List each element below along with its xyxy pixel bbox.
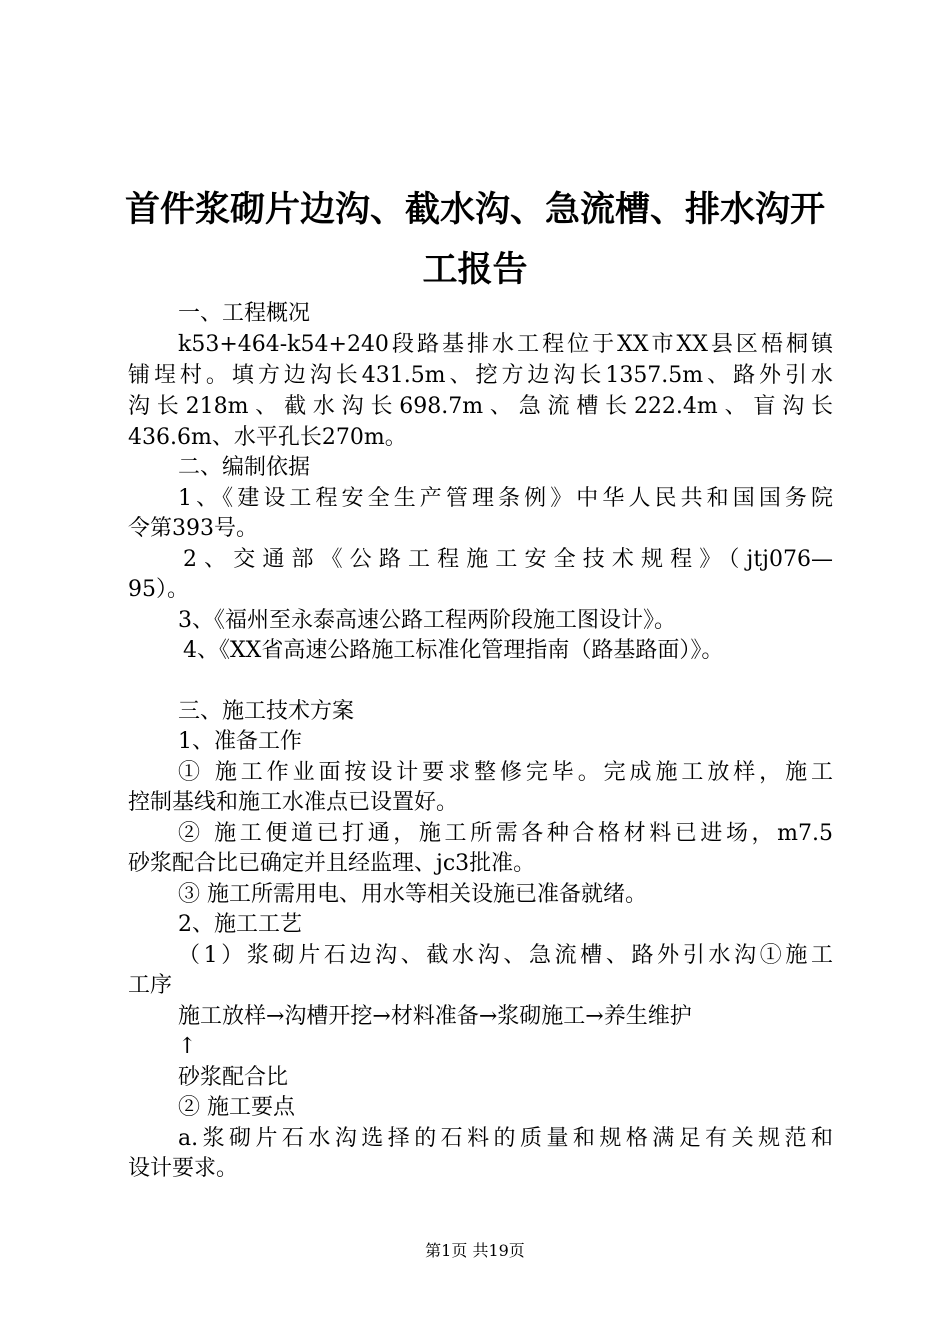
paragraph-line: 沟长218m、截水沟长698.7m、急流槽长222.4m、盲沟长 [128, 394, 833, 419]
subsection-preparation-heading: 1、准备工作 [178, 729, 302, 754]
page-footer: 第1页 共19页 [425, 1241, 525, 1260]
flow-mortar-label: 砂浆配合比 [178, 1065, 289, 1090]
key-point-a: a.浆砌片石水沟选择的石料的质量和规格满足有关规范和 [178, 1126, 833, 1151]
reference-item-4: 4、《XX省高速公路施工标准化管理指南（路基路面）》。 [183, 638, 724, 663]
reference-item-1: 1、《建设工程安全生产管理条例》中华人民共和国国务院 [178, 486, 833, 511]
paragraph-line: 436.6m、水平孔长270m。 [128, 425, 407, 450]
process-item-1: （1）浆砌片石边沟、截水沟、急流槽、路外引水沟①施工 [178, 943, 833, 968]
prep-item-1: ① 施工作业面按设计要求整修完毕。完成施工放样，施工 [178, 760, 833, 785]
reference-item-2-cont: 95）。 [128, 577, 189, 602]
prep-item-3: ③ 施工所需用电、用水等相关设施已准备就绪。 [178, 882, 647, 907]
prep-item-2: ② 施工便道已打通，施工所需各种合格材料已进场，m7.5 [178, 821, 833, 846]
key-point-a-cont: 设计要求。 [128, 1156, 239, 1181]
reference-item-1-cont: 令第393号。 [128, 516, 258, 541]
process-item-1-cont: 工序 [128, 973, 173, 998]
prep-item-2-cont: 砂浆配合比已确定并且经监理、jc3批准。 [128, 851, 536, 876]
construction-key-points: ② 施工要点 [178, 1095, 295, 1120]
section-1-heading: 一、工程概况 [178, 301, 311, 326]
section-2-heading: 二、编制依据 [178, 455, 311, 480]
flow-up-arrow: ↑ [178, 1034, 197, 1059]
paragraph-line: 铺埕村。填方边沟长431.5m、挖方边沟长1357.5m、路外引水 [128, 363, 833, 388]
paragraph-line: k53+464-k54+240段路基排水工程位于XX市XX县区梧桐镇 [178, 332, 833, 357]
process-flow-line: 施工放样→沟槽开挖→材料准备→浆砌施工→养生维护 [178, 1004, 692, 1029]
prep-item-1-cont: 控制基线和施工水准点已设置好。 [128, 790, 459, 815]
subsection-process-heading: 2、施工工艺 [178, 912, 302, 937]
document-title-line-2: 工报告 [422, 249, 528, 290]
reference-item-3: 3、《福州至永泰高速公路工程两阶段施工图设计》。 [178, 608, 676, 633]
reference-item-2: 2、交通部《公路工程施工安全技术规程》（jtj076— [183, 547, 833, 572]
section-3-heading: 三、施工技术方案 [178, 699, 355, 724]
document-title-line-1: 首件浆砌片边沟、截水沟、急流槽、排水沟开 [124, 189, 825, 230]
